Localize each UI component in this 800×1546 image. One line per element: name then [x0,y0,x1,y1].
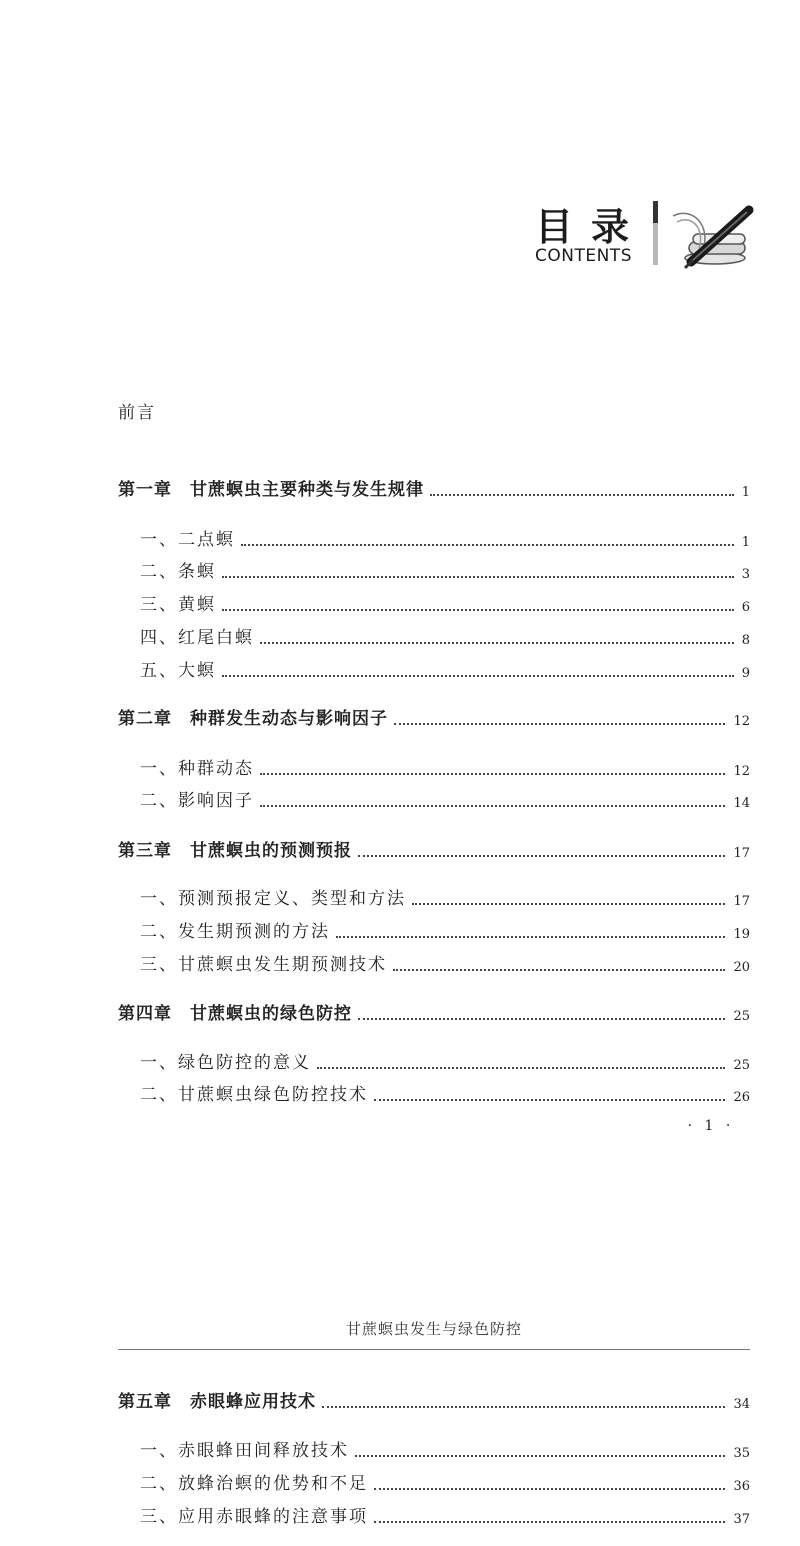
toc-page-number: 17 [733,846,750,861]
toc-section-title: 五、大螟 [140,661,216,681]
toc-leader-dots [394,723,725,725]
toc-section-entry [0,788,800,818]
toc-section-title: 三、甘蔗螟虫发生期预测技术 [140,955,387,975]
toc-page-number: 17 [733,894,750,909]
toc-chapter-title: 第五章 赤眼蜂应用技术 [118,1392,316,1412]
toc-section-title: 三、黄螟 [140,595,216,615]
toc-section-entry [0,625,800,655]
toc-page-number: 6 [741,600,750,615]
toc-section-entry [0,1438,800,1468]
title-divider [653,201,658,265]
toc-section-title: 一、预测预报定义、类型和方法 [140,889,406,909]
running-head: 甘蔗螟虫发生与绿色防控 [345,1320,522,1338]
toc-section-entry [0,919,800,949]
toc-leader-dots [358,855,725,857]
toc-preface: 前言 [118,403,156,423]
toc-page-number: 36 [733,1479,750,1494]
toc-section-title: 二、甘蔗螟虫绿色防控技术 [140,1085,368,1105]
toc-page-number: 3 [741,567,750,582]
toc-page-number: 8 [741,633,750,648]
toc-section-title: 一、绿色防控的意义 [140,1053,311,1073]
toc-chapter-title: 第一章 甘蔗螟虫主要种类与发生规律 [118,480,424,500]
toc-leader-dots [430,494,734,496]
toc-page-number: 25 [733,1009,750,1024]
toc-leader-dots [260,773,725,775]
toc-page-number: 35 [733,1446,750,1461]
toc-page-number: 25 [733,1058,750,1073]
toc-subtitle: CONTENTS [535,246,632,266]
toc-chapter-title: 第四章 甘蔗螟虫的绿色防控 [118,1004,352,1024]
toc-section-entry [0,559,800,589]
toc-section-entry [0,886,800,916]
toc-section-title: 一、赤眼蜂田间释放技术 [140,1441,349,1461]
toc-section-title: 一、种群动态 [140,759,254,779]
toc-leader-dots [322,1406,725,1408]
toc-section-entry [0,952,800,982]
toc-header [535,196,765,276]
toc-page-number: 19 [733,927,750,942]
toc-page-number: 1 [741,485,750,500]
toc-leader-dots [260,642,734,644]
toc-section-title: 三、应用赤眼蜂的注意事项 [140,1507,368,1527]
toc-leader-dots [241,544,734,546]
toc-leader-dots [317,1067,725,1069]
toc-leader-dots [358,1018,725,1020]
toc-page-number: 26 [733,1090,750,1105]
toc-page-number: 34 [733,1397,750,1412]
toc-leader-dots [336,936,725,938]
toc-section-entry [0,1471,800,1501]
toc-section-title: 四、红尾白螟 [140,628,254,648]
toc-chapter-entry [0,1389,800,1419]
toc-chapter-entry [0,477,800,507]
toc-chapter-entry [0,1001,800,1031]
toc-section-title: 二、放蜂治螟的优势和不足 [140,1474,368,1494]
toc-leader-dots [374,1521,725,1523]
toc-chapter-title: 第二章 种群发生动态与影响因子 [118,709,388,729]
toc-page-number: 12 [733,714,750,729]
toc-section-entry [0,658,800,688]
running-head-rule [118,1349,750,1350]
toc-leader-dots [374,1488,725,1490]
toc-leader-dots [393,969,725,971]
toc-section-entry [0,756,800,786]
toc-section-entry [0,1082,800,1112]
book-scroll-pen-icon [663,196,759,274]
toc-page-number: 14 [733,796,750,811]
toc-section-entry [0,592,800,622]
toc-leader-dots [260,805,725,807]
toc-section-entry [0,1050,800,1080]
toc-leader-dots [374,1099,725,1101]
toc-page-number: 12 [733,764,750,779]
toc-section-title: 二、条螟 [140,562,216,582]
toc-section-entry [0,527,800,557]
toc-chapter-entry [0,706,800,736]
toc-section-entry [0,1504,800,1534]
toc-section-title: 一、二点螟 [140,530,235,550]
toc-page-number: 1 [741,535,750,550]
toc-chapter-title: 第三章 甘蔗螟虫的预测预报 [118,841,352,861]
toc-section-title: 二、发生期预测的方法 [140,922,330,942]
toc-section-title: 二、影响因子 [140,791,254,811]
toc-title: 目录 [535,205,648,249]
toc-leader-dots [412,903,725,905]
toc-chapter-entry [0,838,800,868]
toc-page-number: 37 [733,1512,750,1527]
toc-leader-dots [222,609,734,611]
toc-leader-dots [222,576,734,578]
page-number: · 1 · [687,1118,735,1134]
toc-leader-dots [222,675,734,677]
toc-page-number: 9 [741,666,750,681]
toc-page-number: 20 [733,960,750,975]
toc-leader-dots [355,1455,725,1457]
